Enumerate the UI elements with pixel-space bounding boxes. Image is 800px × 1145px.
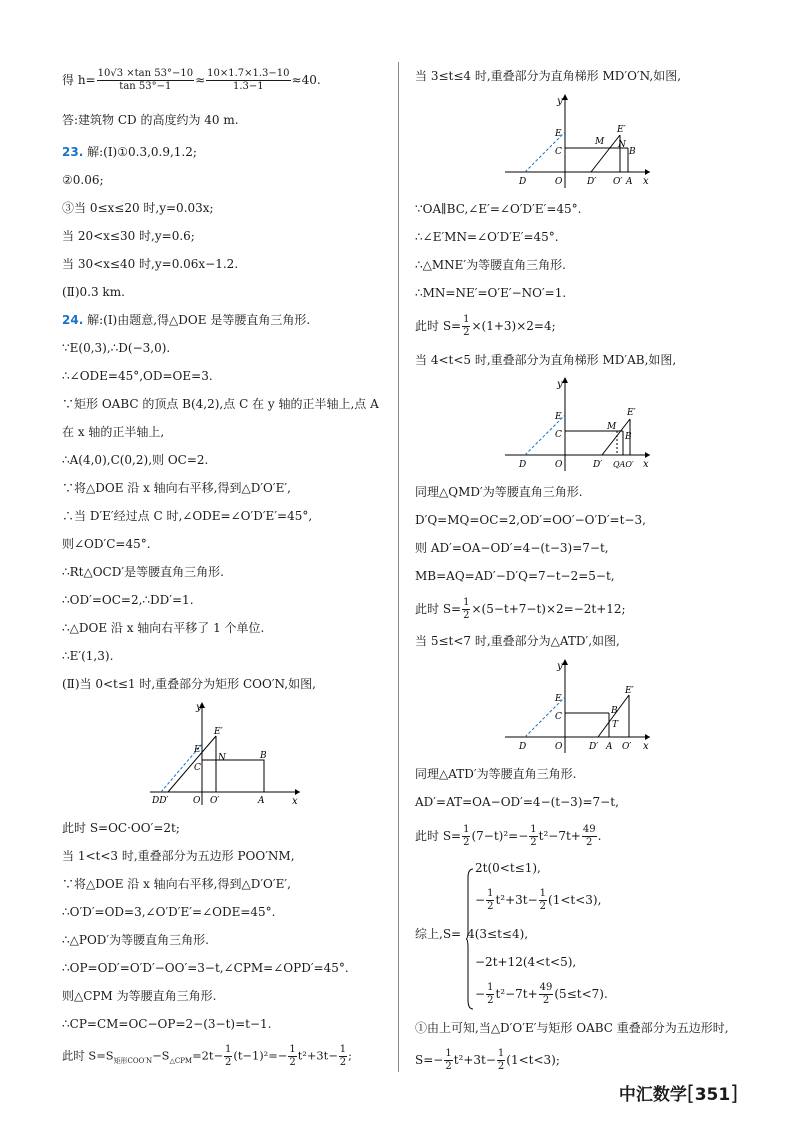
r-line: ∵OA∥BC,∠E′=∠O′D′E′=45°. [415,202,582,216]
figure-case-1 [150,700,310,810]
r-line: 则 AD′=OA−OD′=4−(t−3)=7−t, [415,541,609,555]
page-number: 351 [694,1085,731,1105]
svg-text:M: M [607,422,617,432]
piecewise-brace [466,868,474,1010]
svg-text:N: N [218,753,226,763]
q23-line: ③当 0≤x≤20 时,y=0.03x; [62,201,214,215]
svg-text:T: T [612,720,619,730]
svg-text:x: x [643,741,649,752]
q24-line: ∴OD′=OC=2,∴DD′=1. [62,593,194,607]
piece-1: 2t(0<t≤1), [475,861,541,875]
svg-text:x: x [292,796,298,807]
piece-5: − $\frac{1}{2}$ t²−7t+ $\frac{49}{2}$ (5≤t<7). [475,982,608,1006]
height-formula: 得 h= $\frac{10√3 \times\tan 53^\circ-10}{\tan 53^\circ-1}$ ≈ $\frac{10\times 1.7\times 1.3-10}{1.3-1}$ ≈40. [62,68,321,92]
svg-text:x: x [643,176,649,187]
svg-text:x: x [643,459,649,470]
footer-label: 中汇数学 [618,1085,687,1105]
q23-head: 23. 解:(Ⅰ)①0.3,0.9,1.2; [62,145,197,159]
q24-head: 24. 解:(Ⅰ)由题意,得△DOE 是等腰直角三角形. [62,313,311,327]
r-line: ①由上可知,当△D′O′E′与矩形 OABC 重叠部分为五边形时, [415,1021,729,1035]
svg-text:E′: E′ [617,125,626,135]
svg-text:E: E [194,745,201,755]
q23-line: (Ⅱ)0.3 km. [62,285,125,299]
q24-line: ∵将△DOE 沿 x 轴向右平移,得到△D′O′E′, [62,877,291,891]
q24-line: (Ⅱ)当 0<t≤1 时,重叠部分为矩形 COO′N,如图, [62,677,316,691]
case-5-7: 当 5≤t<7 时,重叠部分为△ATD′,如图, [415,634,620,648]
r-line: ∴△MNE′为等腰直角三角形. [415,258,566,272]
q23-line: 当 30<x≤40 时,y=0.06x−1.2. [62,257,239,271]
q24-line: ∴A(4,0),C(0,2),则 OC=2. [62,453,209,467]
q24-line: 则∠OD′C=45°. [62,537,151,551]
svg-text:C: C [555,430,562,440]
svg-text:D: D [519,742,527,752]
q24-line: ∴当 D′E′经过点 C 时,∠ODE=∠O′D′E′=45°, [62,509,313,523]
svg-text:D′: D′ [589,742,599,752]
svg-text:D′: D′ [593,460,603,470]
q23-line: ②0.06; [62,173,104,187]
svg-text:E′: E′ [625,686,634,696]
svg-text:DD′: DD′ [152,796,169,806]
q24-line: ∴O′D′=OD=3,∠O′D′E′=∠ODE=45°. [62,905,276,919]
r-line: 同理△ATD′为等腰直角三角形. [415,767,577,781]
q24-line: 则△CPM 为等腰直角三角形. [62,989,217,1003]
answer-line: 答:建筑物 CD 的高度约为 40 m. [62,113,239,127]
svg-text:B: B [260,751,267,761]
q24-line: 当 1<t<3 时,重叠部分为五边形 POO′NM, [62,849,295,863]
r-line: ∴MN=NE′=O′E′−NO′=1. [415,286,567,300]
svg-text:A: A [606,742,613,752]
q24-line: ∵将△DOE 沿 x 轴向右平移,得到△D′O′E′, [62,481,291,495]
q24-line: 在 x 轴的正半轴上, [62,425,165,439]
svg-text:C: C [194,763,201,773]
q24-line: ∴OP=OD′=O′D′−OO′=3−t,∠CPM=∠OPD′=45°. [62,961,349,975]
svg-text:D: D [519,460,527,470]
q24-line: ∴E′(1,3). [62,649,114,663]
svg-text:M: M [595,137,605,147]
q24-line: ∴△POD′为等腰直角三角形. [62,933,209,947]
r-line: 此时 S= $\frac{1}{2}$ ×(1+3)×2=4; [415,314,556,338]
svg-text:E′: E′ [214,727,223,737]
svg-text:O′: O′ [613,177,623,187]
q24-line: 此时 S=OC·OO′=2t; [62,821,180,835]
svg-text:C: C [555,712,562,722]
piece-4: −2t+12(4<t<5), [475,955,577,969]
page-footer: 中汇数学[351] [618,1081,738,1105]
r-line: 同理△QMD′为等腰直角三角形. [415,485,583,499]
q24-line: ∵E(0,3),∴D(−3,0). [62,341,171,355]
svg-text:E′: E′ [627,408,636,418]
svg-text:y: y [557,379,563,390]
svg-text:O: O [555,460,563,470]
svg-text:E: E [555,412,562,422]
r-line: D′Q=MQ=OC=2,OD′=OO′−O′D′=t−3, [415,513,646,527]
q24-line: ∴∠ODE=45°,OD=OE=3. [62,369,213,383]
area-formula: 此时 $S=S_{矩形COO'N}-S_{\triangle CPM}=2t-$ $\frac{1}{2}$ (t−1)²=− $\frac{1}{2}$ t²+3t− $\frac{1}{2}$ ; [62,1044,352,1068]
svg-text:O: O [555,742,563,752]
r-line: 此时 S= $\frac{1}{2}$ (7−t)²=− $\frac{1}{2}$ t²−7t+ $\frac{49}{2}$ . [415,824,602,848]
svg-text:D′: D′ [587,177,597,187]
svg-text:y: y [557,661,563,672]
svg-text:O′: O′ [622,742,632,752]
svg-text:B: B [611,706,618,716]
figure-case-4 [505,657,655,757]
svg-text:N: N [618,140,626,150]
case-4-5: 当 4<t<5 时,重叠部分为直角梯形 MD′AB,如图, [415,353,677,367]
column-divider [398,62,399,1072]
svg-text:E: E [555,694,562,704]
svg-text:O: O [555,177,563,187]
figure-case-3 [505,375,655,475]
svg-text:QAO′: QAO′ [613,460,634,469]
q23-line: 当 20<x≤30 时,y=0.6; [62,229,195,243]
svg-text:C: C [555,147,562,157]
svg-text:O: O [193,796,201,806]
q24-line: ∴CP=CM=OC−OP=2−(3−t)=t−1. [62,1017,272,1031]
q24-line: ∴△DOE 沿 x 轴向右平移了 1 个单位. [62,621,265,635]
q24-line: ∵矩形 OABC 的顶点 B(4,2),点 C 在 y 轴的正半轴上,点 A [62,397,379,411]
case-3-4: 当 3≤t≤4 时,重叠部分为直角梯形 MD′O′N,如图, [415,69,682,83]
q24-line: ∴Rt△OCD′是等腰直角三角形. [62,565,224,579]
r-line: AD′=AT=OA−OD′=4−(t−3)=7−t, [415,795,619,809]
svg-text:E: E [555,129,562,139]
svg-text:A: A [258,796,265,806]
piece-2: − $\frac{1}{2}$ t²+3t− $\frac{1}{2}$ (1<t<3), [475,888,602,912]
svg-text:O′: O′ [210,796,220,806]
r-line: 此时 S= $\frac{1}{2}$ ×(5−t+7−t)×2=−2t+12; [415,597,626,621]
svg-text:A: A [626,177,633,187]
svg-text:y: y [557,96,563,107]
r-line: S=− $\frac{1}{2}$ t²+3t− $\frac{1}{2}$ (1<t<3); [415,1048,560,1072]
svg-text:B: B [629,147,636,157]
r-line: MB=AQ=AD′−D′Q=7−t−2=5−t, [415,569,615,583]
figure-case-2 [505,92,655,192]
r-line: ∴∠E′MN=∠O′D′E′=45°. [415,230,559,244]
svg-text:y: y [196,702,202,713]
svg-text:B: B [625,432,632,442]
svg-text:D: D [519,177,527,187]
piece-3: 综上,S= 4(3≤t≤4), [415,927,529,941]
